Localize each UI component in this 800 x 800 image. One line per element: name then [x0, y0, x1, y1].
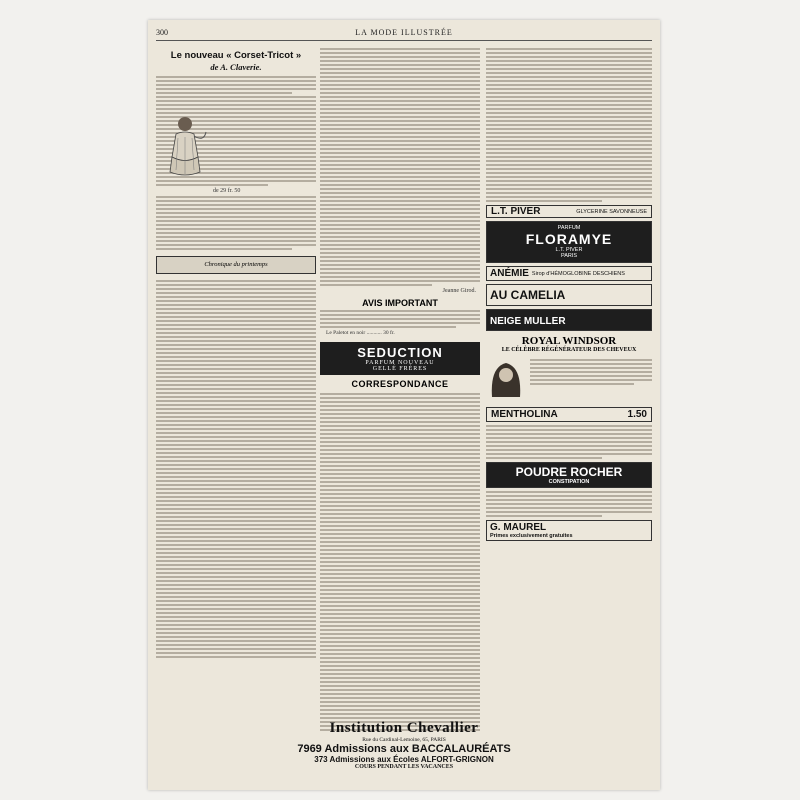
mentholina-title: MENTHOLINA — [491, 409, 558, 420]
seduction-brand: GELLÉ FRÈRES — [372, 366, 428, 372]
corset-illustration — [158, 112, 213, 202]
seduction-subtitle: PARFUM NOUVEAU — [365, 360, 435, 366]
corset-subheading: de A. Claverie. — [210, 62, 262, 72]
institution-address: Rue du Cardinal-Lemoine, 65, PARIS — [362, 737, 446, 743]
neige-muller-title: NEIGE MULLER — [490, 316, 566, 327]
seduction-ad — [320, 342, 480, 375]
column-3 — [486, 46, 652, 544]
maurel-title: G. MAUREL — [490, 522, 547, 533]
anemie-ad — [486, 266, 652, 281]
camelia-ad — [486, 284, 652, 306]
avis-row: Le Paletot en noir ........... 30 fr. — [326, 330, 395, 336]
magazine-title: LA MODE ILLUSTRÉE — [355, 28, 453, 37]
floramye-top: PARFUM — [557, 225, 581, 231]
anemie-product: Sirop d'HÉMOGLOBINE DESCHIENS — [531, 270, 625, 277]
corset-heading: Le nouveau « Corset-Tricot » — [170, 50, 302, 61]
camelia-title: AU CAMELIA — [490, 288, 566, 302]
seduction-title: SEDUCTION — [357, 345, 443, 360]
poudre-rocher-sub: CONSTIPATION — [548, 479, 590, 485]
chronique-banner: Chronique du printemps — [156, 256, 316, 274]
anemie-title: ANÉMIE — [490, 268, 529, 279]
floramye-brand: L.T. PIVER — [555, 247, 583, 253]
neige-muller-ad — [486, 309, 652, 331]
column-1 — [156, 46, 316, 660]
poudre-rocher-title: POUDRE ROCHER — [515, 465, 623, 479]
mentholina-price: 1.50 — [627, 409, 647, 420]
institution-alfort: 373 Admissions aux Écoles ALFORT-GRIGNON — [314, 755, 494, 764]
mentholina-ad — [486, 407, 652, 422]
institution-title: Institution Chevallier — [329, 720, 479, 736]
royal-windsor-title: ROYAL WINDSOR — [521, 335, 617, 347]
page-number: 300 — [156, 28, 168, 37]
article-signature: Jeanne Girod. — [442, 288, 476, 294]
poudre-rocher-ad — [486, 462, 652, 488]
correspondance-title: CORRESPONDANCE — [351, 379, 449, 389]
floramye-name: FLORAMYE — [525, 231, 613, 247]
floramye-ad — [486, 221, 652, 263]
piver-brand: L.T. PIVER — [491, 206, 541, 217]
corset-price: de 29 fr. 50 — [213, 188, 241, 194]
floramye-city: PARIS — [560, 253, 578, 259]
column-2 — [320, 46, 480, 733]
royal-windsor-illustration — [486, 357, 526, 403]
institution-bac: 7969 Admissions aux BACCALAURÉATS — [297, 743, 511, 755]
avis-title: AVIS IMPORTANT — [362, 298, 438, 308]
piver-ad — [486, 205, 652, 218]
institution-chevallier-ad — [156, 720, 652, 770]
piver-product: GLYCERINE SAVONNEUSE — [576, 208, 647, 215]
royal-windsor-subtitle: LE CÉLÈBRE RÉGÉNÉRATEUR DES CHEVEUX — [501, 347, 637, 353]
institution-vacances: COURS PENDANT LES VACANCES — [354, 764, 454, 770]
page-header — [156, 26, 652, 41]
maurel-ad — [486, 520, 652, 541]
magazine-page — [148, 20, 660, 790]
maurel-sub: Primes exclusivement gratuites — [490, 533, 573, 539]
